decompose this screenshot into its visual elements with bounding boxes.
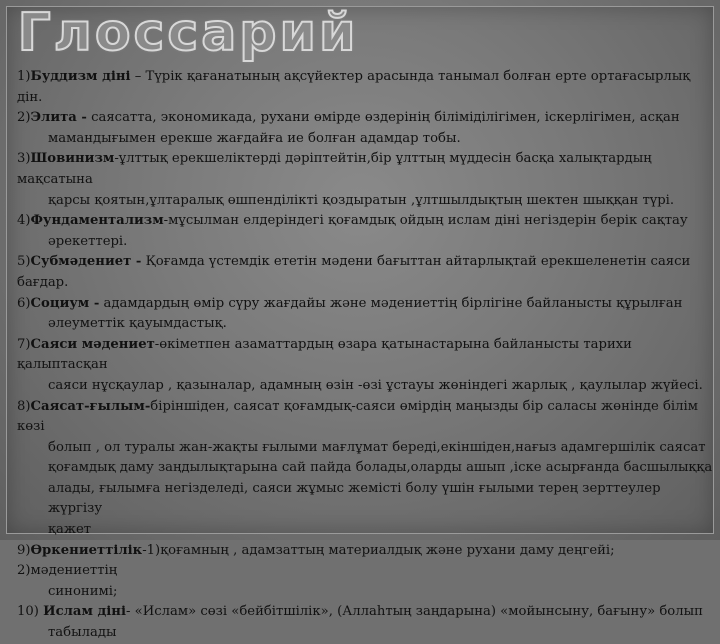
entry-separator: - [154, 336, 160, 352]
entry-separator: - [125, 604, 135, 620]
entry-separator: - [114, 151, 119, 167]
slide-title [0, 4, 720, 62]
glossary-entry-first-line [17, 149, 717, 190]
entry-definition-continuation: қарсы қоятын,ұлтаралық өшпенділікті қоздыратын ,ұлтшылдықтың шектен шыққан түрі. [48, 192, 675, 208]
glossary-entry-first-line [17, 397, 717, 438]
entry-number: 1) [17, 69, 31, 84]
entry-definition: «Ислам» сөзі «бейбітшілік», (Аллаһтың заңдарына) «мойынсыну, бағыну» болып [134, 604, 703, 620]
entry-term: Ислам діні [43, 604, 126, 620]
entry-definition-continuation: әлеуметтік қауымдастық. [48, 316, 227, 332]
entry-number: 9) [17, 542, 31, 558]
entry-definition-continuation: саяси нұсқаулар , қазыналар, адамның өзін -өзі ұстауы жөніндегі жарлық , қаулылар жүйесі. [48, 377, 703, 393]
entry-definition: 1)қоғамның , адамзаттың материалдық және рухани даму деңгейі; 2)мәдениеттің [17, 542, 615, 579]
entry-number: 4) [17, 213, 31, 229]
glossary-entry-first-line [17, 211, 717, 232]
entry-definition: мұсылман елдеріндегі қоғамдық ойдың ислам діні негіздерін берік сақтау [168, 213, 688, 229]
entry-definition-continuation: мамандығымен ерекше жағдайға ие болған адамдар тобы. [48, 130, 461, 146]
entry-separator: – [130, 69, 146, 84]
glossary-entry-first-line [17, 602, 717, 623]
entry-term: Социум - [30, 295, 100, 311]
entry-term: Саясат-ғылым- [30, 398, 151, 414]
entry-definition: біріншіден, саясат қоғамдық-саяси өмірдің маңызды бір саласы жөнінде білім көзі [17, 398, 698, 435]
glossary-entry [17, 108, 717, 149]
glossary-list [17, 67, 717, 644]
entry-definition: өкіметпен азаматтардың өзара қатынастарына байланысты тарихи қалыптасқан [17, 336, 632, 373]
glossary-entry [17, 67, 717, 108]
entry-term: Шовинизм [30, 151, 115, 167]
entry-term: Элита - [30, 110, 87, 126]
glossary-entry [17, 541, 717, 603]
entry-term: Фундаментализм [30, 213, 164, 229]
glossary-entry-first-line [17, 541, 717, 582]
glossary-entry [17, 397, 717, 541]
entry-definition-continuation: қоғамдық даму заңдылықтарына сай пайда болады,оларды ашып ,іске асырғанда басшылыққа [48, 460, 713, 476]
glossary-entry-first-line [17, 294, 717, 315]
entry-definition-continuation: синонимі; [48, 583, 118, 599]
entry-definition: Түрік қағанатының ақсүйектер арасында танымал болған ерте ортағасырлық дін. [17, 69, 691, 105]
glossary-entry-first-line [17, 335, 717, 376]
glossary-entry-first-line [17, 108, 717, 129]
glossary-entry [17, 602, 717, 643]
entry-definition-continuation: әрекеттері. [48, 233, 128, 249]
entry-definition: саясатта, экономикада, рухани өмірде өздерінің біліміділігімен, іскерлігімен, асқан [91, 110, 680, 126]
glossary-entry-first-line [17, 252, 717, 293]
entry-separator: - [163, 213, 169, 229]
glossary-entry [17, 211, 717, 252]
entry-definition: адамдардың өмір сүру жағдайы және мәдениеттің бірлігіне байланысты құрылған [103, 295, 683, 311]
entry-number: 6) [17, 295, 31, 311]
glossary-entry [17, 252, 717, 293]
glossary-entry-first-line [17, 67, 717, 108]
entry-number: 7) [17, 336, 31, 352]
entry-definition-continuation: алады, ғылымға негізделеді, саяси жұмыс жемісті болу үшін ғылыми терең зерттеулер жүргізу [48, 480, 661, 517]
entry-definition: Қоғамда үстемдік ететін мәдени бағыттан айтарлықтай ерекшеленетін саяси бағдар. [17, 254, 691, 290]
entry-term: Буддизм діні [30, 69, 131, 84]
glossary-entry [17, 149, 717, 211]
glossary-entry [17, 335, 717, 397]
entry-definition: ұлттық ерекшеліктерді дәріптейтін,бір ұлттың мүддесін басқа халықтардың мақсатына [17, 151, 652, 187]
entry-term: Субмәдениет - [30, 254, 142, 270]
entry-separator: - [142, 542, 147, 558]
entry-number: 3) [17, 151, 31, 167]
glossary-entry [17, 294, 717, 335]
entry-number: 8) [17, 398, 31, 414]
entry-number: 10) [17, 604, 44, 620]
slide-title-text: Глоссарий [17, 3, 359, 63]
entry-number: 5) [17, 254, 31, 270]
entry-number: 2) [17, 110, 31, 126]
entry-term: Өркениеттілік [30, 542, 143, 558]
entry-definition-continuation: табылады [48, 625, 117, 641]
entry-term: Саяси мәдениет [30, 336, 155, 352]
entry-definition-continuation: қажет [48, 522, 92, 538]
entry-definition-continuation: болып , ол туралы жан-жақты ғылыми мағлұмат береді,екіншіден,нағыз адамгершілік саясат [48, 439, 706, 455]
